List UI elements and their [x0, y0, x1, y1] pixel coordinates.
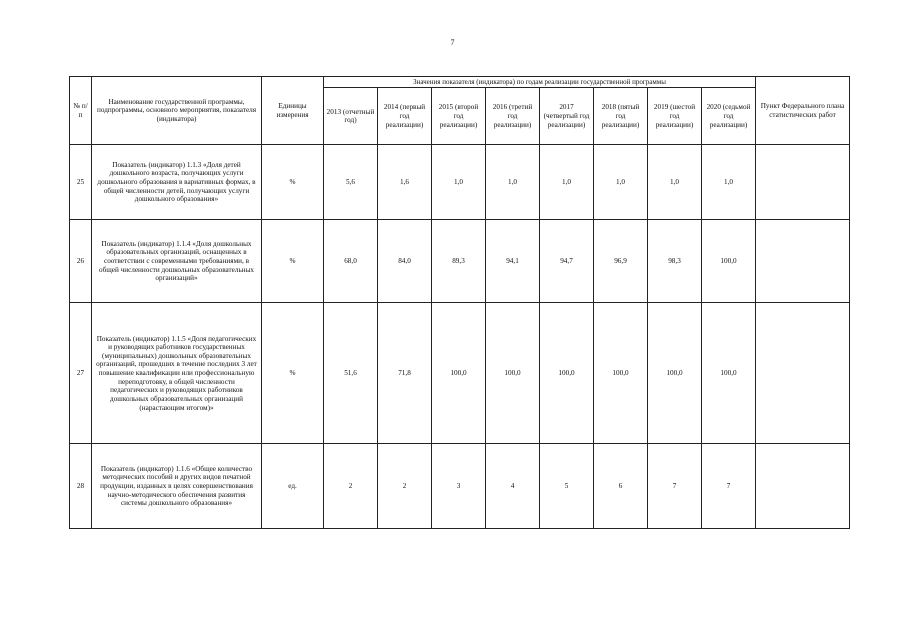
value-cell: 1,0	[702, 145, 756, 220]
header-unit: Единицы измерения	[262, 77, 324, 145]
value-cell: 3	[432, 444, 486, 529]
table-row	[70, 444, 850, 529]
value-cell: 7	[702, 444, 756, 529]
page-number: 7	[450, 38, 455, 47]
value-cell: 1,0	[648, 145, 702, 220]
unit-cell: %	[262, 145, 324, 220]
header-year: 2015 (второй год реализации)	[432, 88, 486, 145]
value-cell: 89,3	[432, 220, 486, 303]
value-cell: 100,0	[486, 303, 540, 444]
header-year: 2018 (пятый год реализации)	[594, 88, 648, 145]
value-cell: 100,0	[540, 303, 594, 444]
value-cell: 96,9	[594, 220, 648, 303]
value-cell: 100,0	[702, 303, 756, 444]
value-cell: 98,3	[648, 220, 702, 303]
value-cell: 1,0	[486, 145, 540, 220]
indicator-name: Показатель (индикатор) 1.1.4 «Доля дошкольных образовательных организаций, оснащенных в соответствии с современными требованиями, в общей численности дошкольных образовательных организаций»	[92, 220, 262, 303]
value-cell: 1,0	[540, 145, 594, 220]
value-cell: 94,1	[486, 220, 540, 303]
row-number: 27	[70, 303, 92, 444]
value-cell: 2	[324, 444, 378, 529]
header-year: 2017 (четвертый год реализации)	[540, 88, 594, 145]
row-number: 28	[70, 444, 92, 529]
header-year: 2013 (отчетный год)	[324, 88, 378, 145]
header-values-group: Значения показателя (индикатора) по годам реализации государственной программы	[324, 77, 756, 88]
unit-cell: ед.	[262, 444, 324, 529]
value-cell: 1,0	[594, 145, 648, 220]
value-cell: 5	[540, 444, 594, 529]
value-cell: 100,0	[648, 303, 702, 444]
table-row	[70, 220, 850, 303]
header-num: № п/п	[70, 77, 92, 145]
stat-cell	[756, 303, 850, 444]
value-cell: 100,0	[432, 303, 486, 444]
indicator-name: Показатель (индикатор) 1.1.6 «Общее количество методических пособий и других видов печатной продукции, изданных в целях совершенствования научно-методического обеспечения развития системы дошкольного образования»	[92, 444, 262, 529]
value-cell: 100,0	[702, 220, 756, 303]
unit-cell: %	[262, 220, 324, 303]
value-cell: 51,6	[324, 303, 378, 444]
header-year: 2020 (седьмой год реализации)	[702, 88, 756, 145]
table-row	[70, 145, 850, 220]
value-cell: 6	[594, 444, 648, 529]
header-name: Наименование государственной программы, подпрограммы, основного мероприятия, показателя (индикатора)	[92, 77, 262, 145]
value-cell: 84,0	[378, 220, 432, 303]
stat-cell	[756, 145, 850, 220]
stat-cell	[756, 444, 850, 529]
header-year: 2016 (третий год реализации)	[486, 88, 540, 145]
value-cell: 94,7	[540, 220, 594, 303]
row-number: 26	[70, 220, 92, 303]
header-year: 2019 (шестой год реализации)	[648, 88, 702, 145]
value-cell: 1,6	[378, 145, 432, 220]
value-cell: 7	[648, 444, 702, 529]
indicators-table	[69, 76, 850, 529]
row-number: 25	[70, 145, 92, 220]
stat-cell	[756, 220, 850, 303]
header-stat: Пункт Федерального плана статистических работ	[756, 77, 850, 145]
unit-cell: %	[262, 303, 324, 444]
value-cell: 5,6	[324, 145, 378, 220]
value-cell: 1,0	[432, 145, 486, 220]
value-cell: 68,0	[324, 220, 378, 303]
header-year: 2014 (первый год реализации)	[378, 88, 432, 145]
indicator-name: Показатель (индикатор) 1.1.5 «Доля педагогических и руководящих работников государственных (муниципальных) дошкольных образовательных организаций, прошедших в течение последних 3 лет повышение квалификации или профессиональную переподготовку, в общей численности педагогических и руководящих работников дошкольных образовательных организаций (нарастающим итогом)»	[92, 303, 262, 444]
value-cell: 71,8	[378, 303, 432, 444]
value-cell: 2	[378, 444, 432, 529]
value-cell: 100,0	[594, 303, 648, 444]
value-cell: 4	[486, 444, 540, 529]
indicator-name: Показатель (индикатор) 1.1.3 «Доля детей дошкольного возраста, получающих услуги дошкольного образования в вариативных формах, в общей численности детей, получающих услуги дошкольного образования»	[92, 145, 262, 220]
table-row	[70, 303, 850, 444]
